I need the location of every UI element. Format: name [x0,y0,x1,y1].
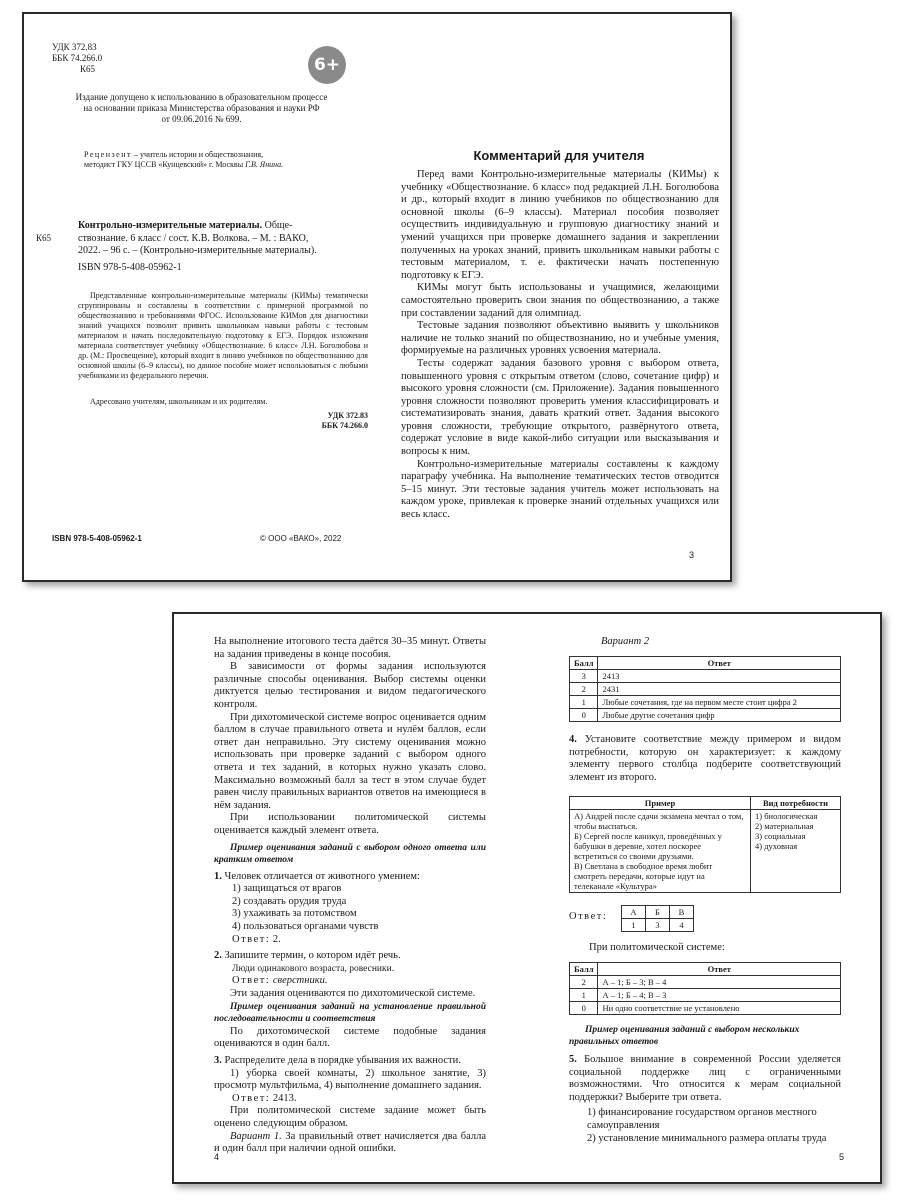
question-1-options [214,883,486,946]
question-text: Большое внимание в современной России уделяется социальной поддержке лиц с ограниченными возможностями. Что относится к мерам социальной поддержки? Выберите три ответа. [569,1054,841,1103]
option: 4) пользоваться органами чувств [232,921,379,933]
question-4 [569,734,841,784]
needs-cell [751,810,841,893]
table-cell: 2431 [598,683,841,696]
approval-line: на основании приказа Министерства образования и науки РФ [83,103,320,113]
section-heading: Пример оценивания заданий с выбором нескольких правильных ответов [569,1025,800,1047]
answer-digit: 4 [670,919,694,932]
paragraph: В зависимости от формы задания используются различные способы оценивания. Выбор системы оценки диктуется целью тестирования и видом педагогического контроля. [214,661,486,710]
reviewer-info [84,150,374,170]
question-5-options [569,1107,841,1145]
page-number: 5 [838,1152,844,1162]
paragraph: На выполнение итогового теста даётся 30–35 минут. Ответы на задания приведены в конце пособия. [214,636,486,660]
reviewer-name: Г.В. Янина. [245,160,284,169]
table-header: Пример [570,797,751,810]
answer-value: 2413. [270,1092,297,1104]
answer-label: Ответ: [569,911,608,922]
answer-digit: 3 [646,919,670,932]
answer-letter: А [622,906,646,919]
page-5 [529,614,882,1182]
answer-label: Ответ: [232,933,271,945]
catalog-mark: К65 [36,233,52,243]
question-text: Запишите термин, о котором идёт речь. [221,950,401,962]
approval-line: от 09.06.2016 № 699. [161,114,242,124]
answer-letter: Б [646,906,670,919]
question-1 [214,871,486,884]
table-row [570,696,841,709]
option: 1) финансирование государством органов местного самоуправления [587,1107,817,1131]
age-rating-badge: 6+ [308,46,346,84]
comment-paragraph: Тесты содержат задания базового уровня с выбором ответа, повышенного уровня с открытым ответом (слово, сочетание цифр) и высокого уровня сложности (см. Приложение). Задания повышенного уровня сложности позволяют проверить умения классифицировать и систематизировать знания, давать краткий ответ. Задания высокого уровня сложности, требующие открытого, развёрнутого ответа, содержат условие в виде какой-либо ситуации или высказывания и вопросы к ним. [401,357,719,458]
addressed-line: Адресовано учителям, школьникам и их родителям. [90,397,268,406]
matching-table [569,796,841,893]
comment-paragraph: Перед вами Контрольно-измерительные материалы (КИМы) к учебнику «Обществознание. 6 класс» под редакцией Л.Н. Боголюбова и др., который входит в линию учебников по обществознанию для основной школы (6–9 классы). Материал пособия позволяет осуществить индивидуальную и групповую диагностику знаний и умений учащихся при проверке домашнего задания и закреплении полученных на уроках знаний, привить школьникам навыки работы с тестовым материалом, т. е. фактически начать постепенную подготовку к ЕГЭ. [401,169,719,281]
table-cell: Ни одно соответствие не установлено [598,1002,841,1015]
example-item: Б) Сергей после каникул, проведённых у бабушки в деревне, хотел поскорее встретиться со своими друзьями. [574,831,722,861]
example-item: А) Андрей после сдачи экзамена мечтал о том, чтобы выспаться. [574,811,744,831]
answer-digits-row [622,919,694,932]
udk-bottom: УДК 372.83 [327,411,368,420]
option: 3) ухаживать за потомством [232,908,357,920]
catalog-title-rest: Обще- [262,220,293,231]
table-header-row [570,963,841,976]
reviewer-role: – учитель истории и обществознания, [132,150,264,159]
question-text: Человек отличается от животного умением: [221,870,420,882]
table-row [570,976,841,989]
section-heading: Пример оценивания заданий на установление правильной последовательности и соответствия [214,1001,486,1025]
answer-label: Ответ: [232,975,271,987]
reviewer-org: методист ГКУ ЦССВ «Кунцевский» г. Москвы [84,160,246,169]
answer-letters-row [622,906,694,919]
option: 2) создавать орудия труда [232,895,347,907]
table-cell: 2 [570,683,598,696]
table-row [570,709,841,722]
catalog-isbn: ISBN 978-5-408-05962-1 [78,261,182,273]
footer-isbn: ISBN 978-5-408-05962-1 [52,534,142,543]
answer-label: Ответ: [232,1092,271,1104]
need-item: 2) материальная [755,821,814,831]
page-4-content [214,636,486,1156]
table-cell: 2413 [598,670,841,683]
table-cell: 3 [570,670,598,683]
book-spread-pages-4-5 [172,612,882,1184]
examples-cell [570,810,751,893]
table-cell: А – 1; Б – 3; В – 4 [598,976,841,989]
section-heading: Пример оценивания заданий с выбором одного ответа или кратким ответом [214,842,486,866]
question-2-body [214,963,486,988]
catalog-title: Контрольно-измерительные материалы. [78,220,263,231]
bottom-codes [78,411,368,431]
page-number: 4 [214,1152,220,1162]
bbk-bottom: ББК 74.266.0 [321,421,368,430]
classification-codes [52,42,102,75]
question-number: 2. [214,950,222,962]
table-header-row [570,797,841,810]
table-header: Балл [570,963,598,976]
variant-2-table [569,656,841,722]
question-sub: Люди одинакового возраста, ровесники. [232,963,395,974]
comment-paragraph: Контрольно-измерительные материалы составлены к каждому параграфу учебника. На выполнение тематических тестов отводится 5–15 минут. Эти тестовые задания учитель может использовать на каждом уроке, привлекая к проверке знаний отдельных учащихся или весь класс. [401,458,719,521]
question-2 [214,950,486,963]
table-header: Балл [570,657,598,670]
approval-line: Издание допущено к использованию в образовательном процессе [75,92,328,102]
teacher-comment-page [379,14,732,580]
table-cell: А – 1; Б – 4; В – 3 [598,989,841,1002]
footer-copyright: © ООО «ВАКО», 2022 [260,534,342,543]
need-item: 3) социальная [755,831,806,841]
answer-letter: В [670,906,694,919]
question-number: 4. [569,734,577,745]
table-cell: 1 [570,696,598,709]
table-row [570,989,841,1002]
table-cell: 1 [570,989,598,1002]
table-header-row [570,657,841,670]
table-cell: Любые другие сочетания цифр [598,709,841,722]
answer-grid [621,905,694,932]
variant-2-label: Вариант 2 [601,636,650,647]
page-title: Комментарий для учителя [473,148,645,163]
table-header: Вид потребности [751,797,841,810]
catalog-line: ствознание. 6 класс / сост. К.В. Волкова. – М. : ВАКО, [78,232,309,244]
paragraph: По дихотомической системе подобные задания оцениваются в один балл. [214,1025,486,1050]
table-cell: 2 [570,976,598,989]
question-3 [214,1055,486,1068]
page-number: 3 [688,550,694,560]
abstract-text: Представленные контрольно-измерительные материалы (КИМы) тематически сгруппированы и составлены в соответствии с примерной программой по обществознанию и требованиями ФГОС. Использование КИМов для диагностики знаний учащихся позволит привить школьникам навыки работы с тестовым материалом и начать последовательную подготовку к ЕГЭ. Порядок изложения материала соответствует учебнику «Обществознание. 6 класс» Л.Н. Боголюбова и др. (М.: Просвещение), который входит в линию учебников по обществознанию для основной школы (6–9 классы), но данное пособие может использоваться с любыми учебниками из федерального перечня. [78,291,368,380]
answer-digit: 1 [622,919,646,932]
answer-value: 2. [270,933,281,945]
question-number: 5. [569,1054,577,1065]
page-4 [174,614,529,1182]
question-sub: 1) уборка своей комнаты, 2) школьное занятие, 3) просмотр мультфильма, 4) выполнение домашнего задания. [214,1067,486,1092]
variant-label: Вариант 1. [230,1130,282,1142]
poly-caption: При политомической системе: [589,942,725,953]
question-text: Установите соответствие между примером и видом потребности, которую он характеризует: к каждому элементу первого столбца подберите соответствующий элемент из второго. [569,734,841,783]
paragraph: При политомической системе задание может быть оценено следующим образом. [214,1105,486,1129]
approval-notice [34,92,369,125]
example-item: В) Светлана в свободное время любит смотреть передачи, которые идут на телеканале «Культура» [574,861,713,891]
table-cell: 0 [570,709,598,722]
catalog-line: 2022. – 96 с. – (Контрольно-измерительные материалы). [78,245,317,256]
author-mark: К65 [80,64,96,74]
variant-text: За правильный ответ начисляется два балла и один балл при наличии одной ошибки. [214,1130,486,1155]
question-number: 1. [214,870,222,882]
comment-paragraph: КИМы могут быть использованы и учащимися, желающими самостоятельно проверить свои знания по обществознанию, а также при составлении заданий для олимпиад. [401,282,719,319]
table-cell: 0 [570,1002,598,1015]
table-row [570,683,841,696]
comment-body [401,169,719,522]
poly-table [569,962,841,1015]
comment-paragraph: Тестовые задания позволяют объективно выявить у школьников наличие не только знаний по обществознанию, но и учебные умения, формируемые на различных уровнях усвоения материала. [401,320,719,357]
bbk-code: ББК 74.266.0 [52,53,103,63]
question-5 [569,1054,841,1145]
need-item: 1) биологическая [755,811,818,821]
paragraph: Эти задания оцениваются по дихотомической системе. [230,988,476,1000]
table-header: Ответ [598,657,841,670]
book-spread-pages-2-3 [22,12,732,582]
question-text: Распределите дела в порядке убывания их важности. [221,1055,461,1066]
answer-value: сверстники. [270,975,328,987]
table-cell: Любые сочетания, где на первом месте стоит цифра 2 [598,696,841,709]
table-header: Ответ [598,963,841,976]
reviewer-label: Рецензент [84,150,132,159]
question-number: 3. [214,1055,222,1066]
option: 2) установление минимального размера оплаты труда [587,1132,827,1144]
option: 1) защищаться от врагов [232,883,342,895]
need-item: 4) духовная [755,841,798,851]
catalog-entry [78,220,368,274]
table-row [570,810,841,893]
udk-code: УДК 372.83 [52,42,97,52]
imprint-page [24,14,379,580]
paragraph: При использовании политомической системы оценивается каждый элемент ответа. [214,812,486,836]
table-row [570,670,841,683]
paragraph: При дихотомической системе вопрос оценивается одним баллом в случае правильного ответа и нулём баллов, если ответ дан неправильно. Эту систему оценивания можно использовать при проверке заданий с выбором одного ответа и тех заданий, в которых нужно указать слово. Максимально возможный балл за тест в этом случае будет равен числу правильных вариантов ответов на имеющиеся в нём задания. [214,711,486,811]
table-row [570,1002,841,1015]
